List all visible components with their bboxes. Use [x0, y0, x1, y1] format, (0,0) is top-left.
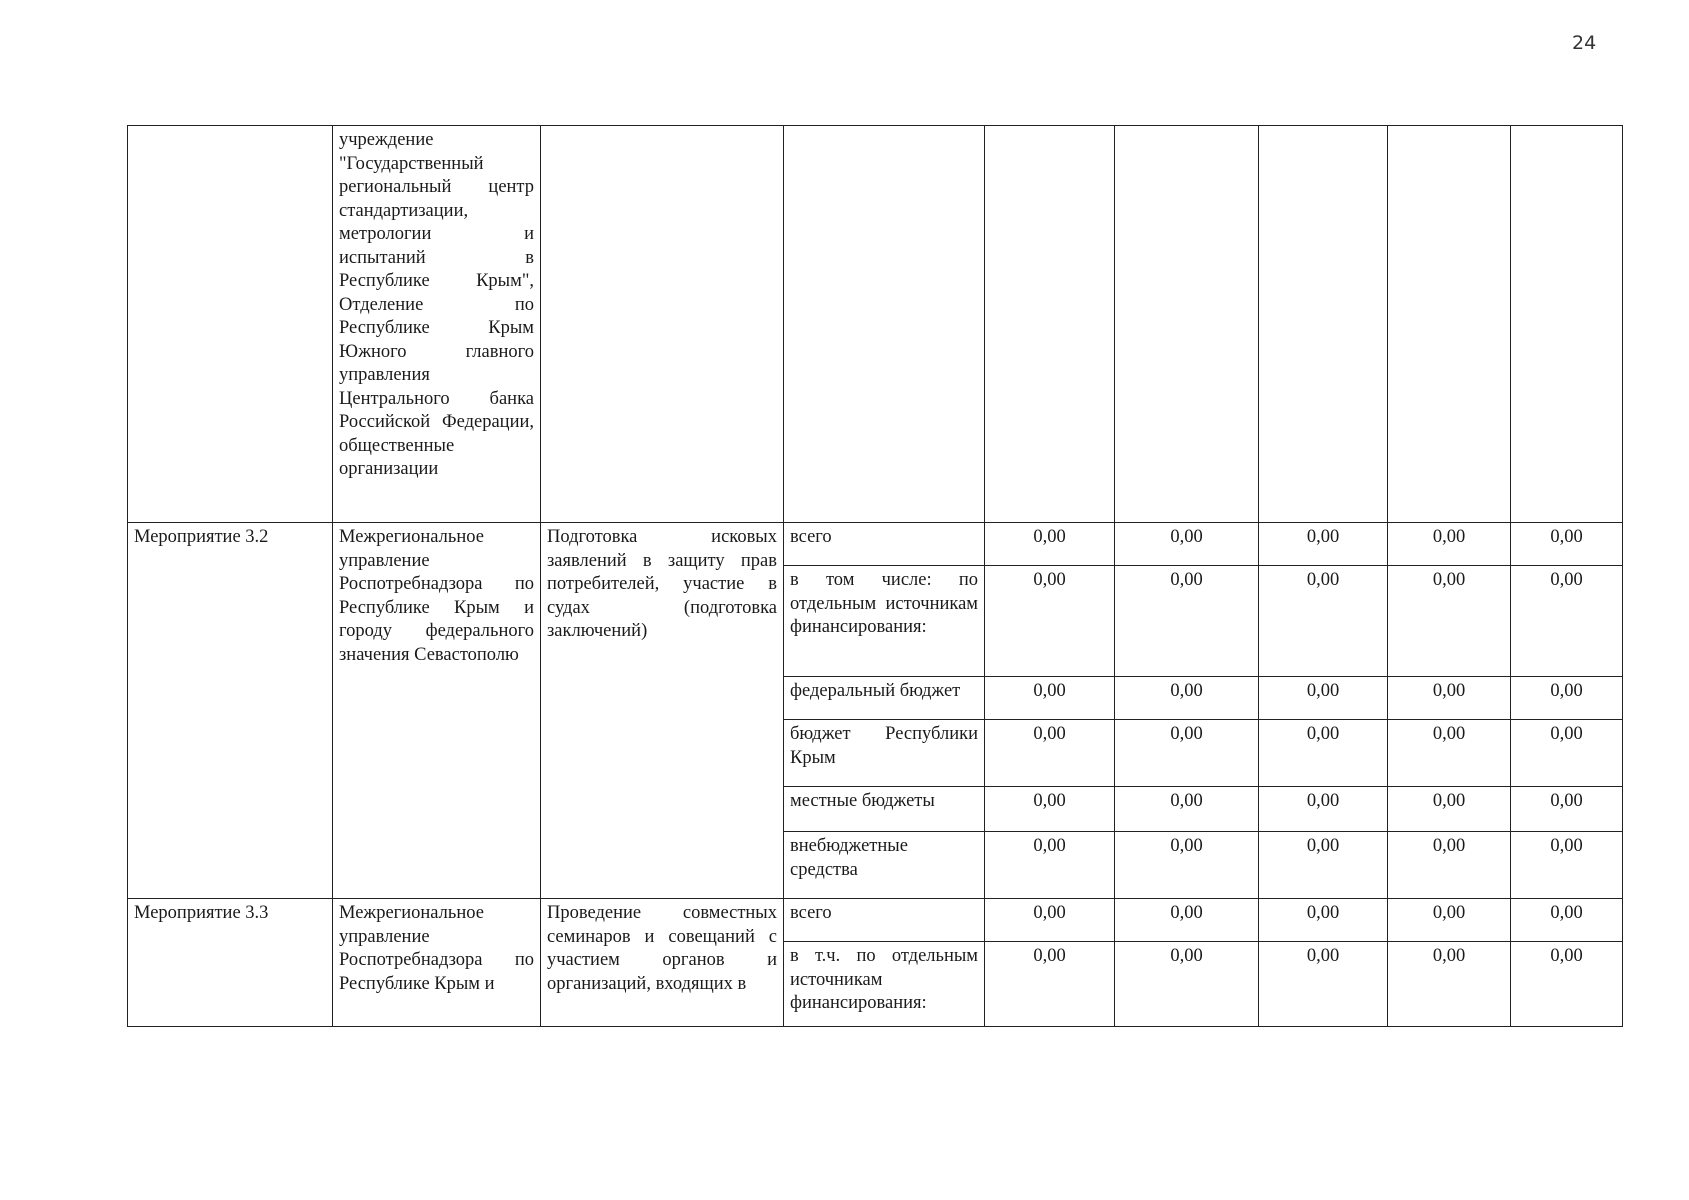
amount-cell: 0,00 — [1259, 899, 1388, 942]
amount-cell: 0,00 — [1259, 523, 1388, 566]
funding-source-cell: бюджет Республики Крым — [784, 720, 985, 787]
amount-cell: 0,00 — [1259, 787, 1388, 832]
amount-cell: 0,00 — [985, 523, 1115, 566]
value-cell — [1115, 126, 1259, 523]
value-cell — [1511, 126, 1623, 523]
funding-source-cell: федеральный бюджет — [784, 677, 985, 720]
amount-cell: 0,00 — [1511, 720, 1623, 787]
funding-source-cell: местные бюджеты — [784, 787, 985, 832]
amount-cell: 0,00 — [1511, 566, 1623, 677]
page-number: 24 — [1572, 32, 1597, 54]
value-cell — [985, 126, 1115, 523]
description-cell — [541, 126, 784, 523]
measure-name-cell: Мероприятие 3.3 — [128, 899, 333, 1027]
value-cell — [1388, 126, 1511, 523]
amount-cell: 0,00 — [985, 832, 1115, 899]
amount-cell: 0,00 — [1511, 677, 1623, 720]
amount-cell: 0,00 — [985, 787, 1115, 832]
amount-cell: 0,00 — [1511, 523, 1623, 566]
measure-3-2-group — [128, 523, 1623, 899]
amount-cell: 0,00 — [985, 899, 1115, 942]
amount-cell: 0,00 — [985, 720, 1115, 787]
description-cell: Подготовка исковых заявлений в защиту прав потребителей, участие в судах (подготовка заключений) — [541, 523, 784, 899]
value-cell — [1259, 126, 1388, 523]
amount-cell: 0,00 — [1115, 720, 1259, 787]
funding-source-cell: в т.ч. по отдельным источникам финансирования: — [784, 942, 985, 1027]
funding-source-cell: всего — [784, 899, 985, 942]
amount-cell: 0,00 — [1259, 832, 1388, 899]
funding-row — [128, 899, 1623, 942]
program-measures-table — [127, 125, 1623, 1027]
description-cell: Проведение совместных семинаров и совещаний с участием органов и организаций, входящих в — [541, 899, 784, 1027]
amount-cell: 0,00 — [1115, 787, 1259, 832]
funding-source-cell: всего — [784, 523, 985, 566]
amount-cell: 0,00 — [985, 942, 1115, 1027]
amount-cell: 0,00 — [1388, 899, 1511, 942]
amount-cell: 0,00 — [1388, 720, 1511, 787]
executor-cell: учреждение "Государственный региональный центр стандартизации, метрологии и испытаний в Республике Крым", Отделение по Республике Крым Южного главного управления Центрального банка Российской Федерации, общественные организации — [333, 126, 541, 523]
amount-cell: 0,00 — [1259, 566, 1388, 677]
amount-cell: 0,00 — [1259, 942, 1388, 1027]
amount-cell: 0,00 — [1511, 832, 1623, 899]
amount-cell: 0,00 — [1511, 899, 1623, 942]
amount-cell: 0,00 — [1115, 523, 1259, 566]
amount-cell: 0,00 — [985, 566, 1115, 677]
measure-3-3-group — [128, 899, 1623, 1027]
amount-cell: 0,00 — [1388, 832, 1511, 899]
amount-cell: 0,00 — [1115, 832, 1259, 899]
amount-cell: 0,00 — [1259, 720, 1388, 787]
amount-cell: 0,00 — [1115, 566, 1259, 677]
amount-cell: 0,00 — [1115, 942, 1259, 1027]
amount-cell: 0,00 — [1388, 942, 1511, 1027]
amount-cell: 0,00 — [1388, 787, 1511, 832]
amount-cell: 0,00 — [1388, 523, 1511, 566]
amount-cell: 0,00 — [985, 677, 1115, 720]
funding-source-cell: в том числе: по отдельным источникам финансирования: — [784, 566, 985, 677]
amount-cell: 0,00 — [1388, 566, 1511, 677]
amount-cell: 0,00 — [1259, 677, 1388, 720]
executor-cell: Межрегиональное управление Роспотребнадзора по Республике Крым и — [333, 899, 541, 1027]
funding-row — [128, 523, 1623, 566]
amount-cell: 0,00 — [1115, 899, 1259, 942]
executor-cell: Межрегиональное управление Роспотребнадзора по Республике Крым и городу федерального значения Севастополю — [333, 523, 541, 899]
funding-source-cell: внебюджетные средства — [784, 832, 985, 899]
continuation-row — [128, 126, 1623, 523]
amount-cell: 0,00 — [1511, 942, 1623, 1027]
measure-name-cell — [128, 126, 333, 523]
source-cell — [784, 126, 985, 523]
measure-name-cell: Мероприятие 3.2 — [128, 523, 333, 899]
amount-cell: 0,00 — [1511, 787, 1623, 832]
amount-cell: 0,00 — [1115, 677, 1259, 720]
amount-cell: 0,00 — [1388, 677, 1511, 720]
